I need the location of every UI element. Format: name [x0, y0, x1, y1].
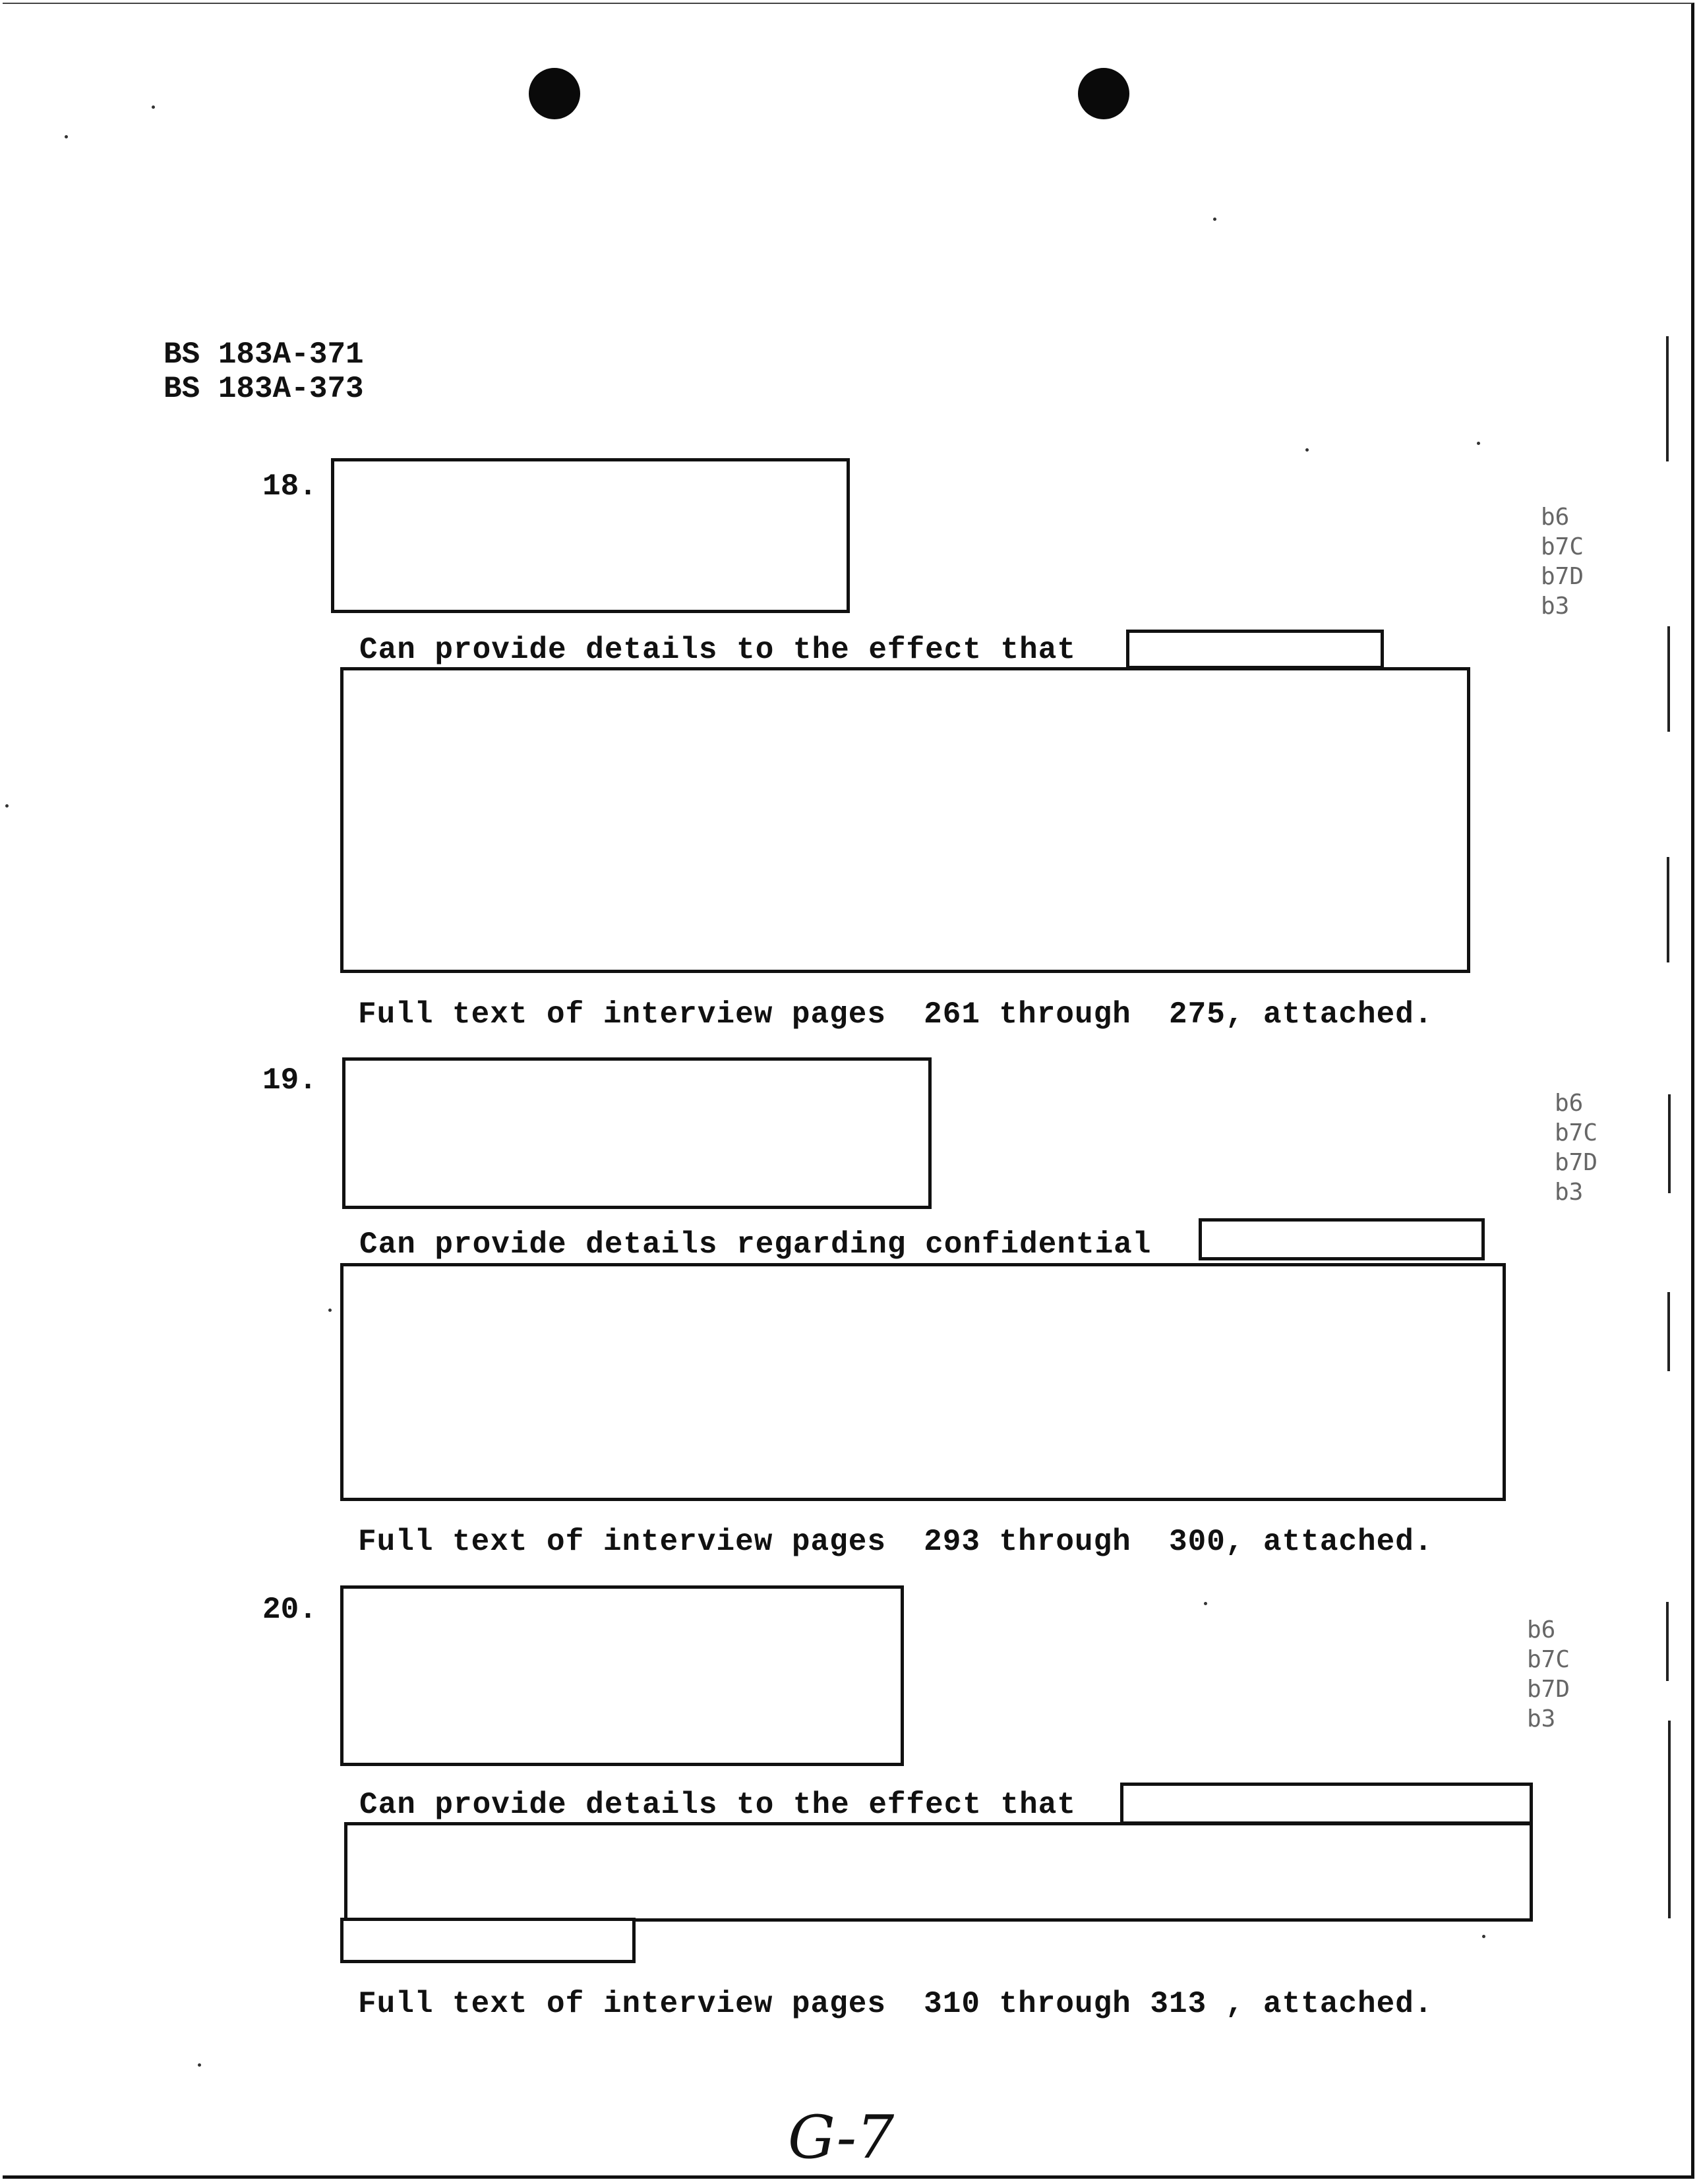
scan-speck	[328, 1309, 332, 1312]
punch-hole-right	[1078, 68, 1129, 119]
exemption-code: b3	[1555, 1179, 1584, 1206]
file-number-2: BS 183A-373	[164, 372, 364, 406]
margin-line	[1667, 626, 1670, 732]
entry-number: 18.	[262, 469, 317, 504]
exemption-code: b7C	[1527, 1646, 1570, 1673]
redaction-box	[1126, 630, 1384, 669]
interview-pages-text: Full text of interview pages 293 through 300, attached.	[358, 1525, 1433, 1559]
details-text: Can provide details to the effect that	[359, 1788, 1076, 1822]
scan-speck	[1213, 218, 1216, 221]
margin-line	[1668, 1721, 1671, 1918]
scan-speck	[1477, 442, 1480, 445]
scan-speck	[1204, 1602, 1207, 1605]
interview-pages-text: Full text of interview pages 261 through 275, attached.	[358, 997, 1433, 1032]
scan-speck	[5, 804, 9, 808]
redaction-box	[344, 1822, 1533, 1922]
redaction-box	[340, 1585, 904, 1766]
redaction-box	[342, 1057, 932, 1209]
scan-speck	[1305, 448, 1309, 452]
scan-speck	[65, 135, 68, 138]
details-text: Can provide details to the effect that	[359, 633, 1076, 667]
margin-line	[1667, 857, 1669, 962]
handwritten-page-mark: G-7	[788, 2103, 895, 2172]
redaction-box	[1199, 1218, 1485, 1260]
redaction-box	[340, 667, 1470, 973]
redaction-box	[1120, 1783, 1533, 1825]
entry-number: 20.	[262, 1593, 317, 1627]
margin-line	[1668, 1094, 1671, 1193]
interview-pages-text: Full text of interview pages 310 through 313 , attached.	[358, 1987, 1433, 2021]
exemption-code: b3	[1527, 1705, 1556, 1732]
exemption-code: b3	[1541, 593, 1570, 620]
scan-speck	[152, 105, 155, 109]
exemption-code: b7C	[1555, 1119, 1598, 1146]
exemption-code: b7D	[1527, 1676, 1570, 1703]
exemption-code: b7D	[1555, 1149, 1598, 1176]
entry-number: 19.	[262, 1063, 317, 1098]
margin-line	[1666, 1602, 1669, 1681]
punch-hole-left	[529, 68, 580, 119]
exemption-code: b6	[1541, 504, 1570, 531]
exemption-code: b6	[1555, 1090, 1584, 1117]
redaction-box	[331, 458, 850, 613]
exemption-code: b7D	[1541, 563, 1584, 590]
margin-line	[1667, 1292, 1670, 1371]
file-number-1: BS 183A-371	[164, 338, 364, 372]
redaction-box	[340, 1263, 1506, 1501]
exemption-code: b7C	[1541, 533, 1584, 560]
details-text: Can provide details regarding confidential	[359, 1227, 1152, 1262]
scan-speck	[1482, 1935, 1485, 1938]
redaction-box	[340, 1918, 636, 1963]
margin-line	[1666, 336, 1669, 461]
scan-speck	[198, 2063, 201, 2067]
exemption-code: b6	[1527, 1616, 1556, 1643]
